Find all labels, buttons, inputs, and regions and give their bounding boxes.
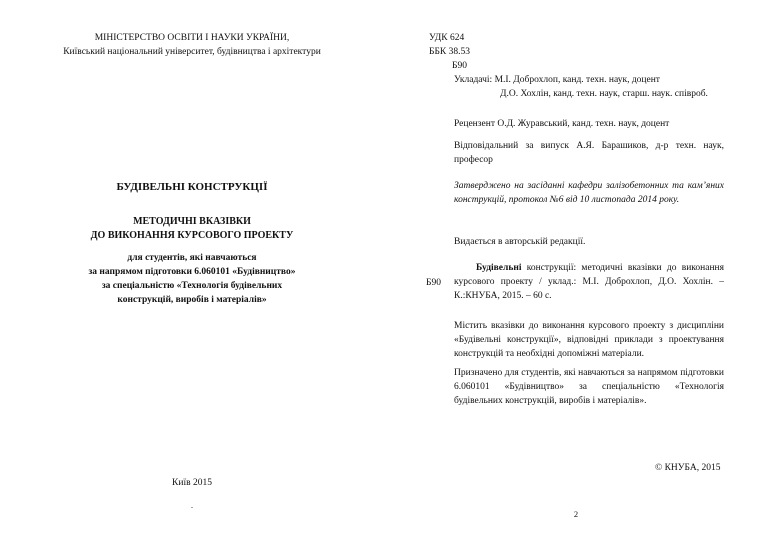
reviewer: Рецензент О.Д. Журавський, канд. техн. наук, доцент [454, 119, 670, 129]
bibliographic-record [454, 262, 724, 303]
edition-note: Видається в авторській редакції. [454, 237, 586, 247]
audience-line-2: за напрямом підготовки 6.060101 «Будівництво» [88, 267, 296, 277]
audience-line-4: конструкцій, виробів і матеріалів» [117, 295, 267, 305]
copyright: © КНУБА, 2015 [655, 463, 721, 473]
cutter-code-top: Б90 [452, 61, 467, 71]
responsible-line-2: професор [454, 155, 493, 165]
audience-note: Призначено для студентів, які навчаються за напрямом підготовки 6.060101 «Будівництво» за спеціальністю «Технологія будівельних конструкцій, виробів і матеріалів». [454, 368, 724, 406]
bibliographic-description: конструкції: методичні вказівки до виконання курсового проекту / уклад.: М.І. Доброхлоп, Д.О. Хохлін. – К.:КНУБА, 2015. – 60 с. [454, 263, 724, 301]
document-title: БУДІВЕЛЬНІ КОНСТРУКЦІЇ [116, 181, 268, 193]
audience-line-1: для студентів, які навчаються [127, 253, 257, 263]
compilers-line-1: Укладачі: М.І. Доброхлоп, канд. техн. наук, доцент [454, 75, 660, 85]
city-year: Київ 2015 [172, 478, 212, 488]
page-number: 2 [573, 509, 579, 519]
abstract: Містить вказівки до виконання курсового проекту з дисципліни «Будівельні конструкції», відповідні приклади з проектування конструкцій та необхідні допоміжні матеріали. [454, 321, 724, 359]
bbk-code: ББК 38.53 [429, 47, 470, 57]
compilers-line-2: Д.О. Хохлін, канд. техн. наук, старш. наук. співроб. [500, 89, 708, 99]
bibliographic-title-word: Будівельні [476, 263, 522, 273]
imprint-page [384, 0, 768, 543]
footer-dot: . [191, 501, 193, 510]
audience-line-3: за спеціальністю «Технологія будівельних [101, 281, 283, 291]
ministry-name: МІНІСТЕРСТВО ОСВІТИ І НАУКИ УКРАЇНИ, [94, 33, 290, 43]
cutter-code-side: Б90 [426, 278, 441, 288]
responsible-line-1: Відповідальний за випуск А.Я. Барашиков, д-р техн. наук, [454, 141, 724, 151]
subtitle-line-1: МЕТОДИЧНІ ВКАЗІВКИ [133, 216, 251, 227]
subtitle-line-2: ДО ВИКОНАННЯ КУРСОВОГО ПРОЕКТУ [90, 230, 294, 241]
approval-note: Затверджено на засіданні кафедри залізобетонних та кам’яних конструкцій, протокол №6 від 10 листопада 2014 року. [454, 181, 724, 205]
udk-code: УДК 624 [429, 33, 465, 43]
university-name: Київський національний університет, будівництва і архітектури [63, 47, 321, 57]
